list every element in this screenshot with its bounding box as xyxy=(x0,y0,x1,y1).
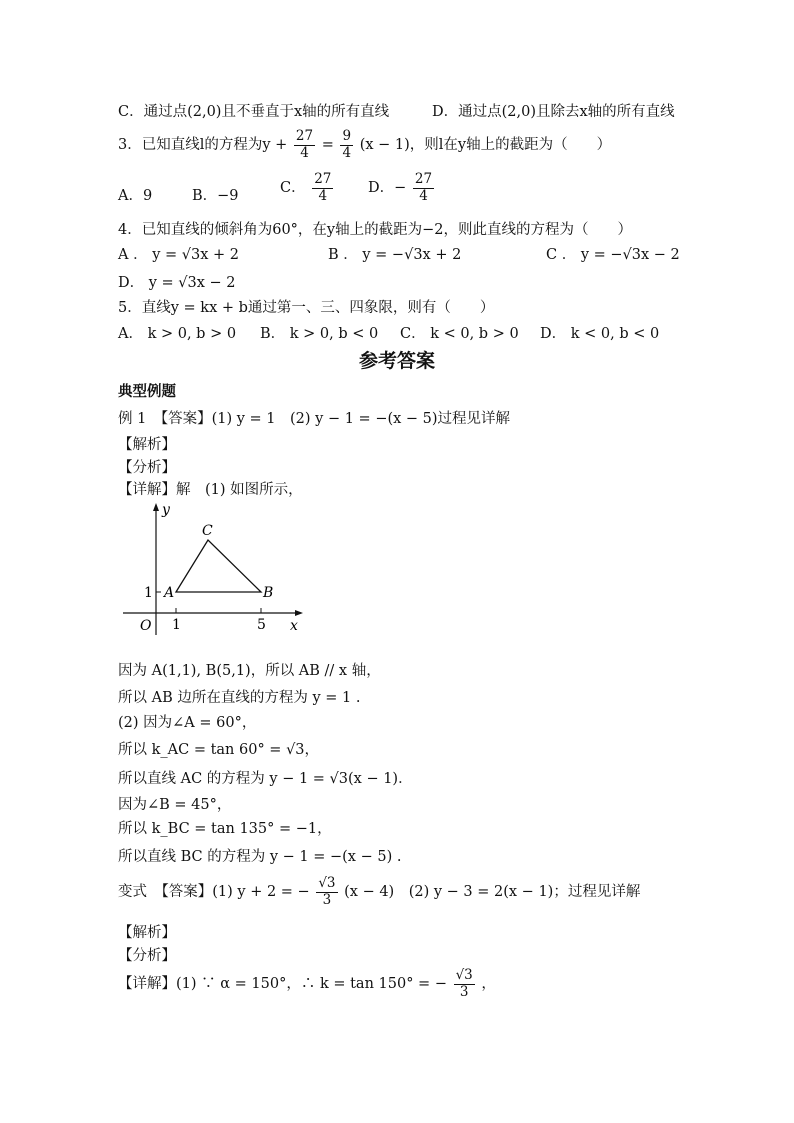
option-label: C． xyxy=(280,180,306,197)
label-origin: O xyxy=(140,618,152,634)
fraction-numerator: 27 xyxy=(414,171,433,187)
solution-line-7: 所以 k_BC = tan 135° = −1， xyxy=(118,821,332,837)
q5-option-c: C． k < 0, b > 0 xyxy=(400,326,519,342)
jiexi-label-2: 【解析】 xyxy=(118,925,176,941)
q3-stem xyxy=(118,129,611,161)
q4-stem: 4．已知直线的倾斜角为60°，在y轴上的截距为−2，则此直线的方程为（ ） xyxy=(118,222,632,238)
q5-option-b: B． k > 0, b < 0 xyxy=(260,326,379,342)
q3-stem-part2: = xyxy=(321,137,334,154)
q4-option-a: A ． y = √3x + 2 xyxy=(118,247,239,263)
fraction-denominator: 3 xyxy=(459,983,469,1000)
label-x: x xyxy=(290,618,298,634)
fenxi-label: 【分析】 xyxy=(118,460,176,476)
q3-stem-part3: (x − 1)，则l在y轴上的截距为（ ） xyxy=(359,137,612,154)
label-a: A xyxy=(164,585,175,601)
q3-option-a: A．9 xyxy=(118,188,153,204)
triangle-figure xyxy=(118,500,318,640)
fraction-numerator: √3 xyxy=(318,875,336,891)
fraction-denominator: 4 xyxy=(419,187,428,204)
variant-part1: 变式 【答案】(1) y + 2 = − xyxy=(118,884,310,901)
tick-label-x1: 1 xyxy=(172,617,181,633)
fraction-numerator: √3 xyxy=(455,967,473,983)
fraction-denominator: 3 xyxy=(322,891,332,908)
q3-option-d xyxy=(368,172,436,204)
fraction-denominator: 4 xyxy=(318,187,328,204)
q3-fraction-2 xyxy=(340,129,353,161)
variant-part2: (x − 4) (2) y − 3 = 2(x − 1)；过程见详解 xyxy=(344,884,641,901)
variant-fraction xyxy=(316,876,337,908)
q3-fraction-1 xyxy=(294,129,315,161)
q4-option-b: B ． y = −√3x + 2 xyxy=(328,247,462,263)
solution-line-6: 因为∠B = 45°， xyxy=(118,797,232,813)
y-axis-arrow-icon xyxy=(153,503,159,511)
xiangjie2-part2: ， xyxy=(481,976,496,993)
xiangjie-line: 【详解】解 (1) 如图所示， xyxy=(118,482,303,498)
q5-option-a: A． k > 0, b > 0 xyxy=(118,326,237,342)
fraction-numerator: 9 xyxy=(342,128,352,144)
jiexi-label: 【解析】 xyxy=(118,437,176,453)
q3-stem-part1: 3．已知直线l的方程为y + xyxy=(118,137,288,154)
q5-stem: 5．直线y = kx + b通过第一、三、四象限，则有（ ） xyxy=(118,300,495,316)
fraction-numerator: 27 xyxy=(295,128,314,144)
xiangjie2-part1: 【详解】(1) ∵ α = 150°，∴ k = tan 150° = − xyxy=(118,976,447,993)
solution-line-4: 所以 k_AC = tan 60° = √3， xyxy=(118,742,320,758)
q2-option-c: C．通过点(2,0)且不垂直于x轴的所有直线 xyxy=(118,104,390,120)
q3-option-b: B．−9 xyxy=(192,188,239,204)
solution-line-5: 所以直线 AC 的方程为 y − 1 = √3(x − 1)． xyxy=(118,771,413,787)
fraction-denominator: 4 xyxy=(342,144,352,161)
option-fraction xyxy=(312,172,333,204)
fraction-numerator: 27 xyxy=(314,171,332,187)
xiangjie-line-2 xyxy=(118,968,496,1000)
x-axis-arrow-icon xyxy=(295,610,303,616)
xiangjie2-fraction xyxy=(454,968,475,1000)
solution-line-3: (2) 因为∠A = 60°， xyxy=(118,715,257,731)
fenxi-label-2: 【分析】 xyxy=(118,948,176,964)
label-c: C xyxy=(202,523,213,539)
fraction-denominator: 4 xyxy=(300,144,309,161)
variant-answer xyxy=(118,876,640,908)
answers-title: 参考答案 xyxy=(358,350,435,372)
solution-line-2: 所以 AB 边所在直线的方程为 y = 1 . xyxy=(118,690,361,706)
example1-answer: 例 1 【答案】(1) y = 1 (2) y − 1 = −(x − 5)过程见详解 xyxy=(118,411,511,427)
option-fraction xyxy=(413,172,434,204)
section-heading: 典型例题 xyxy=(118,384,176,400)
q3-option-c xyxy=(280,172,335,204)
solution-line-1: 因为 A(1,1), B(5,1)，所以 AB // x 轴， xyxy=(118,663,381,679)
tick-label-y1: 1 xyxy=(144,585,153,601)
q4-option-c: C ． y = −√3x − 2 xyxy=(546,247,680,263)
label-y: y xyxy=(162,502,170,518)
option-label: D．− xyxy=(368,180,407,197)
tick-label-x5: 5 xyxy=(257,617,266,633)
label-b: B xyxy=(263,585,274,601)
q2-option-d: D．通过点(2,0)且除去x轴的所有直线 xyxy=(432,104,675,120)
solution-line-8: 所以直线 BC 的方程为 y − 1 = −(x − 5) . xyxy=(118,849,402,865)
q5-option-d: D． k < 0, b < 0 xyxy=(540,326,660,342)
triangle-abc xyxy=(176,540,261,592)
q4-option-d: D． y = √3x − 2 xyxy=(118,275,236,291)
